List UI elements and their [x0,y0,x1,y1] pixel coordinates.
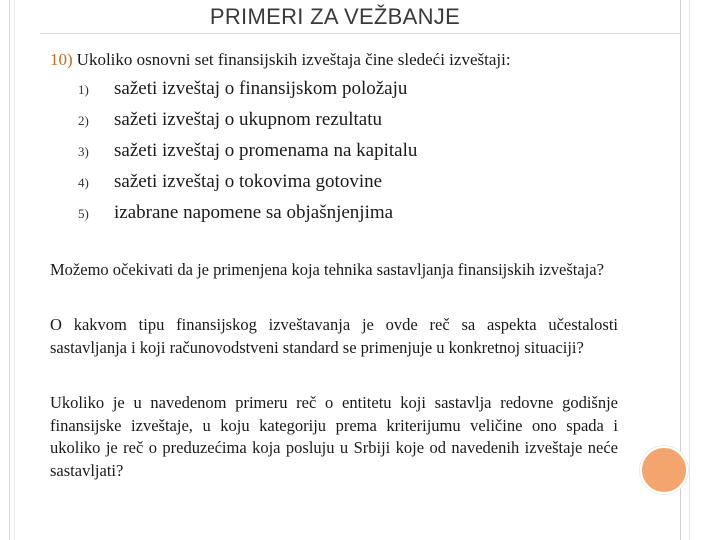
title-divider [40,33,680,34]
list-item [78,109,417,140]
list-item-number: 5) [78,206,89,221]
report-list [78,78,417,233]
list-item-text: sažeti izveštaj o ukupnom rezultatu [114,109,383,130]
list-item [78,171,417,202]
list-item [78,202,417,233]
right-border-line-outer [689,0,690,540]
list-item-number: 3) [78,144,89,159]
decorative-circle [640,446,688,494]
question-paragraph-reporting-type: O kakvom tipu finansijskog izveštavanja je ovde reč sa aspekta učestalosti sastavljanja i koji računovodstveni standard se primenjuje u konkretnoj situaciji? [50,315,618,357]
question-heading [50,50,511,70]
list-item [78,78,417,109]
list-item-number: 4) [78,175,89,190]
question-number: 10) [50,50,73,69]
question-text: Ukoliko osnovni set finansijskih izveštaja čine sledeći izveštaji: [76,50,511,69]
question-paragraph-technique: Možemo očekivati da je primenjena koja tehnika sastavljanja finansijskih izveštaja? [50,260,604,279]
left-border-line [9,0,10,540]
list-item-number: 1) [78,82,89,97]
list-item-text: izabrane napomene sa objašnjenjima [114,202,394,223]
question-paragraph-entity-size: Ukoliko je u navedenom primeru reč o entitetu koji sastavlja redovne godišnje finansijske izveštaje, u koju kategoriju prema kriterijumu veličine ono spada i ukoliko je reč o preduzećima koja posluju u Srbiji koje od navedenih izveštaje neće sastavljati? [50,393,618,480]
list-item-text: sažeti izveštaj o finansijskom položaju [114,78,408,99]
list-item-number: 2) [78,113,89,128]
list-item-text: sažeti izveštaj o promenama na kapitalu [114,140,418,161]
left-border-line-inner [14,0,15,540]
slide-title: PRIMERI ZA VEŽBANJE [209,4,461,29]
list-item [78,140,417,171]
list-item-text: sažeti izveštaj o tokovima gotovine [114,171,383,192]
